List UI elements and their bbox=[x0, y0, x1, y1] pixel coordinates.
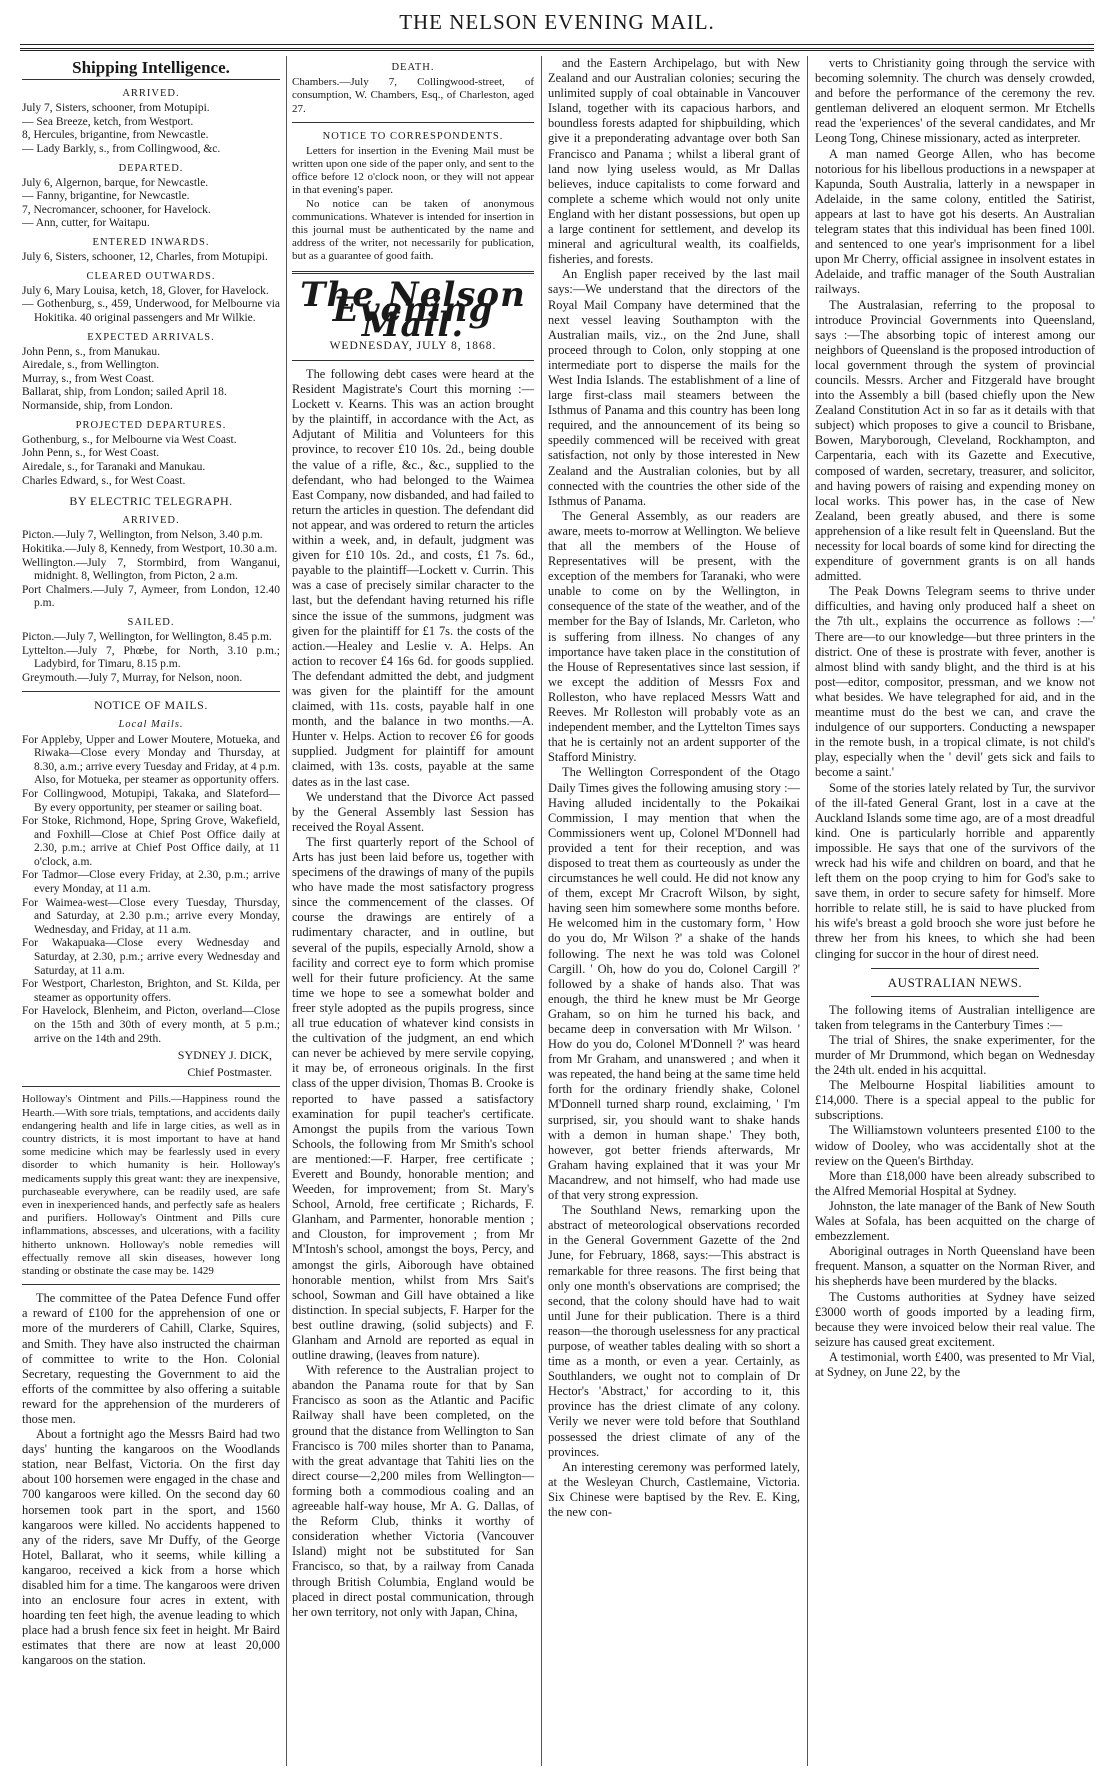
telegraph-title: BY ELECTRIC TELEGRAPH. bbox=[69, 494, 233, 509]
article-paragraph: An English paper received by the last mail says:—We understand that the directors of the Royal Mail Company have determined that the next vessel leaving Southampton with the Australian mails, viz., on the 2nd June, shall proceed through to Colon, only stopping at one intermediate port to disperse the mails for the West India Islands. The establishment of a line of large first-class mail steamers between the Isthmus of Panama and this country has been long required, and the announcement of its being so speedily commenced will be received with great satisfaction, not only by those interested in New Zealand and the Australian colonies, but by all connected with the countries the other side of the Isthmus of Panama. bbox=[548, 267, 800, 508]
list-item: Wellington.—July 7, Stormbird, from Wanganui, midnight. 8, Wellington, from Picton, 2 a.m. bbox=[22, 556, 280, 583]
section-rule bbox=[292, 271, 534, 274]
article-paragraph: The Australasian, referring to the proposal to introduce Provincial Governments into Queensland, says :—The absorbing topic of interest among our neighbors of Queensland is the proposed introduction of local government through the system of provincial councils. Messrs. Archer and Fitzgerald have brought into the Assembly a bill (based chiefly upon the New Zealand Constitution Act in so far as it details with that subject) which proposes to give a council to Brisbane, Bowen, Maryborough, Cleveland, Rockhampton, and Carpentaria, each with its Gazette and Executive, composed of warden, secretary, treasurer, and solicitor, and having powers of raising and expending money on local works. This power has, in the case of New Zealand, been greatly abused, and there is some apprehension of a like result felt in Queensland. But the necessity for local boards of some kind for directing the expenditure of government grants is on all hands admitted. bbox=[815, 297, 1095, 584]
list-item: 8, Hercules, brigantine, from Newcastle. bbox=[22, 129, 209, 142]
list-item: Hokitika.—July 8, Kennedy, from Westport, 10.30 a.m. bbox=[22, 542, 278, 555]
article-paragraph: The following debt cases were heard at the Resident Magistrate's Court this morning :—Lockett v. Kearns. This was an action brought by the plaintiff, in accordance with the Act, as Adjutant of Militia and Volunteers for this province, to recover £10 10s. 2d., being double the value of a rifle, &c., &c., supplied to the defendant, who had belonged to the Waimea East Company, now disbanded, and had failed to return the articles in question. The defendant did not appear, and was ordered to return the articles within a week, and, in default, judgment was given for £10 10s. 2d., and costs, £1 7s. 6d., payable to the plaintiff—Lockett v. Currin. This was a case of precisely similar character to the last, but the defendant having returned his rifle since the issue of the summons, judgment was given for the plaintiff for £1 7s. the costs of the action.—Healey and Leslie v. A. Helps. An action to recover £4 16s 6d. for goods supplied. The defendant admitted the debt, and judgment was given for the plaintiff for the amount claimed, with 11s. costs, payable half in one month, and the balance in two months.—A. Hunter v. Helps. Action to recover £6 for goods supplied. Judgment for plaintiff for amount claimed, with 13s. costs, payable at the same dates as in the last case. bbox=[292, 367, 534, 789]
col2-articles bbox=[292, 367, 534, 1620]
article-paragraph: An interesting ceremony was performed lately, at the Wesleyan Church, Castlemaine, Victoria. Six Chinese were baptised by the Rev. E. King, the new con- bbox=[548, 1459, 800, 1519]
departed-list bbox=[22, 177, 280, 231]
article-paragraph: and the Eastern Archipelago, but with New Zealand and our Australian colonies; securing the unlimited supply of coal obtainable in Vancouver Island, together with its capacious harbors, and boundless forests adapted for shipbuilding, which give it a preponderating advantage over both San Francisco and Panama ; whilst a liberal grant of land now lying useless would, as Mr Dallas believes, induce capitalists to come forward and complete a scheme which would not only unite England with her distant possessions, but open up a large continent for settlement, and develop its mineral and agricultural wealth, its coalfields, fisheries, and forests. bbox=[548, 56, 800, 267]
col1-articles bbox=[22, 1291, 280, 1668]
death-heading: DEATH. bbox=[391, 62, 435, 73]
postmaster-title: Chief Postmaster. bbox=[187, 1065, 272, 1080]
article-paragraph: The Peak Downs Telegram seems to thrive under difficulties, and having only produced half a sheet on the 7th ult., explains the occurrence as follows :—' There are—to our knowledge—but three printers in the district. One of these is prostrate with fever, another is almost blind with sandy blight, and the third is at his post—editor, compositor, pressman, and we know not what besides. We have telegraphed for aid, and in the meantime must do the best we can, and crave the indulgence of our supporters. Conducting a newspaper in the remote bush, in a tropical climate, is not child's play, especially when the ' devil' gets sick and fails to become a saint.' bbox=[815, 584, 1095, 780]
mails-title: NOTICE OF MAILS. bbox=[94, 698, 208, 713]
column-3 bbox=[548, 56, 800, 1766]
mails-subtitle: Local Mails. bbox=[118, 719, 184, 731]
list-item: Ballarat, ship, from London; sailed April 18. bbox=[22, 386, 227, 399]
article-paragraph: The first quarterly report of the School of Arts has just been laid before us, together with specimens of the drawings of many of the pupils who have made the most satisfactory progress since the commencement of the classes. Of course the drawings are entirely of a rudimentary character, and in outline, but several of the pupils, especially Arnold, show a facility and correct eye to form which promise well for their future proficiency. At the same time we hope to see a somewhat bolder and freer style adopted as the pupils progress, since all true education of whatever kind consists in the cultivation of the judgment, an end which can never be achieved by mere servile copying, it may be, of erroneous originals. In the first class of the upper division, Thomas B. Crooke is reported to have passed a satisfactory examination for pupil teacher's certificate. Amongst the pupils from the various Town Schools, the following from Mr Smith's school are mentioned:—F. Harper, free certificate ; Everett and Boundy, honorable mention; and Weeden, for improvement; from St. Mary's School, Arnold, free certificate ; Richards, F. Glanham, and Parmenter, honorable mention ; and Clouston, for improvement ; from Mr M'Intosh's school, amongst the boys, Percy, and amongst the girls, Aiborough have obtained honorable mention, whilst from Mrs Sait's school, Sowman and Gill have obtained a like distinction. In special subjects, F. Harper for the best outline drawing, (solid subjects) and F. Glanham and Arnold are reported as equal in outline drawing, (leaves from nature). bbox=[292, 834, 534, 1363]
article-paragraph: With reference to the Australian project to abandon the Panama route for that by San Francisco as soon as the Atlantic and Pacific Railway shall have been completed, on the ground that the distance from Wellington to San Francisco is 700 miles shorter than to Panama, with the great advantage that Tahiti lies on the direct course—2,200 miles from Wellington—forming both a commodious coaling and an agreeable half-way house, Mr A. G. Dallas, of the Reform Club, thinks it worthy of consideration whether Victoria (Vancouver Island) might not be substituted for San Francisco, so that, by a railway from Canada through British Columbia, England would be placed in direct postal communication, through her own territory, not only with Japan, China, bbox=[292, 1363, 534, 1619]
list-item: Normanside, ship, from London. bbox=[22, 400, 173, 413]
article-paragraph: More than £18,000 have been already subscribed to the Alfred Memorial Hospital at Sydney. bbox=[815, 1168, 1095, 1198]
article-paragraph: verts to Christianity going through the service with becoming solemnity. The church was densely crowded, and before the performance of the ceremony the rev. gentleman delivered an eloquent sermon. Mr Etchells read the 'experiences' of the several candidates, and Mr Leong Tong, Chinese missionary, acted as interpreter. bbox=[815, 56, 1095, 146]
list-item: 7, Necromancer, schooner, for Havelock. bbox=[22, 203, 211, 216]
arrived-heading: ARRIVED. bbox=[122, 88, 180, 100]
section-rule bbox=[22, 1086, 280, 1087]
column-1 bbox=[22, 56, 280, 1766]
projected-heading: PROJECTED DEPARTURES. bbox=[75, 419, 227, 431]
column-2 bbox=[292, 56, 534, 1766]
list-item: For Havelock, Blenheim, and Picton, overland—Close on the 15th and 30th of every month, at 5 p.m.; arrive on the 14th and 29th. bbox=[22, 1005, 280, 1045]
article-paragraph: The Melbourne Hospital liabilities amount to £14,000. There is a special appeal to the public for subscriptions. bbox=[815, 1078, 1095, 1123]
list-item: Airedale, s., from Wellington. bbox=[22, 359, 160, 372]
list-item: Lyttelton.—July 7, Phœbe, for North, 3.10 p.m.; Ladybird, for Timaru, 8.15 p.m. bbox=[22, 644, 280, 671]
section-rule bbox=[292, 122, 534, 123]
projected-list bbox=[22, 434, 280, 488]
masthead: THE NELSON EVENING MAIL. bbox=[399, 10, 715, 34]
departed-heading: DEPARTED. bbox=[118, 162, 184, 174]
article-paragraph: Letters for insertion in the Evening Mail must be written upon one side of the paper only, and sent to the office before 12 o'clock noon, or they will not appear in that evening's paper. bbox=[292, 144, 534, 197]
list-item: For Stoke, Richmond, Hope, Spring Grove, Wakefield, and Foxhill—Close at Chief Post Office daily at 2.30, p.m.; arrive at Chief Post Office daily, at 11 o'clock, a.m. bbox=[22, 815, 280, 868]
section-rule bbox=[22, 691, 280, 692]
section-rule bbox=[22, 1284, 280, 1285]
australian-news-items bbox=[815, 1003, 1095, 1380]
list-item: July 6, Algernon, barque, for Newcastle. bbox=[22, 176, 209, 189]
list-item: Murray, s., from West Coast. bbox=[22, 372, 155, 385]
article-paragraph: We understand that the Divorce Act passed by the General Assembly last Session has received the Royal Assent. bbox=[292, 789, 534, 834]
section-rule bbox=[871, 968, 1039, 969]
postmaster-name: SYDNEY J. DICK, bbox=[177, 1048, 272, 1063]
list-item: — Fanny, brigantine, for Newcastle. bbox=[22, 190, 190, 203]
arrived-list bbox=[22, 102, 280, 156]
list-item: July 7, Sisters, schooner, from Motupipi. bbox=[22, 102, 210, 115]
col3-articles bbox=[548, 56, 800, 1520]
list-item: Gothenburg, s., for Melbourne via West Coast. bbox=[22, 433, 237, 446]
cleared-heading: CLEARED OUTWARDS. bbox=[86, 270, 216, 282]
notice-text bbox=[292, 145, 534, 264]
list-item: For Wakapuaka—Close every Wednesday and Saturday, at 2.30, p.m.; arrive every Wednesday and Saturday, at 11 a.m. bbox=[22, 937, 280, 977]
australian-news-heading: AUSTRALIAN NEWS. bbox=[887, 974, 1023, 990]
article-paragraph: A testimonial, worth £400, was presented to Mr Vial, at Sydney, on June 22, by the bbox=[815, 1349, 1095, 1379]
column-divider bbox=[541, 56, 542, 1766]
list-item: Picton.—July 7, Wellington, for Wellington, 8.45 p.m. bbox=[22, 630, 272, 643]
shipping-title: Shipping Intelligence. bbox=[22, 60, 280, 80]
article-paragraph: The following items of Australian intelligence are taken from telegrams in the Canterbury Times :— bbox=[815, 1002, 1095, 1032]
article-paragraph: A man named George Allen, who has become notorious for his libellous productions in a newspaper at Kapunda, South Australia, latterly in a newspaper in Adelaide, in the same colony, entitled the Satirist, appears at last to have got his deserts. An Australian telegram states that this individual has been fined 100l. and sentenced to one year's imprisonment for a libel upon Mr Cherry, official assignee in insolvent estates in Adelaide, and traffic manager of the South Australian railways. bbox=[815, 146, 1095, 297]
telegraph-arrived-list bbox=[22, 529, 280, 611]
article-paragraph: The trial of Shires, the snake experimenter, for the murder of Mr Drummond, which began on Wednesday the 24th ult. ended in his acquittal. bbox=[815, 1032, 1095, 1078]
article-paragraph: The Customs authorities at Sydney have seized £3000 worth of goods imported by a leading firm, because they were invoiced below their real value. The seizure has caused great excitement. bbox=[815, 1289, 1095, 1349]
entered-list bbox=[22, 251, 280, 265]
article-paragraph: The committee of the Patea Defence Fund offer a reward of £100 for the apprehension of one or more of the murderers of Cahill, Clarke, Squires, and Smith. They have also instructed the chairman of committee to write to the Hon. Colonial Secretary, requesting the Government to aid the efforts of the committee by also offering a suitable reward for the apprehension of the murderers of those men. bbox=[22, 1291, 280, 1426]
holloway-advert bbox=[22, 1093, 280, 1278]
expected-list bbox=[22, 346, 280, 414]
column-divider bbox=[807, 56, 808, 1766]
header-rule bbox=[20, 44, 1094, 51]
telegraph-sailed-list bbox=[22, 631, 280, 685]
list-item: July 6, Mary Louisa, ketch, 18, Glover, for Havelock. bbox=[22, 284, 269, 297]
list-item: — Ann, cutter, for Waitapu. bbox=[22, 217, 150, 230]
list-item: Airedale, s., for Taranaki and Manukau. bbox=[22, 460, 206, 473]
entered-heading: ENTERED INWARDS. bbox=[92, 237, 210, 249]
article-paragraph: Aboriginal outrages in North Queensland have been frequent. Manson, a squatter on the Norman River, and his shepherds have been murdered by the blacks. bbox=[815, 1244, 1095, 1289]
holloway-text: Holloway's Ointment and Pills.—Happiness round the Hearth.—With sore trials, temptations, and accidents daily endangering health and life in large cities, as well as in country districts, it is most important to have at hand some medicine which may be fearlessly used in every disorder to which humanity is heir. Holloway's medicaments supply this great want: they are inexpensive, purchaseable everywhere, can be readily used, are safe even in inexperienced hands, and perfectly safe as healers and purifiers. Holloway's Ointment and Pills cure inflammations, abscesses, and ulcerations, with a facility hitherto unknown. Holloway's noble remedies will effectually remove all skin diseases, however long standing or obstinate the case may be. 1429 bbox=[22, 1093, 280, 1278]
section-rule bbox=[292, 360, 534, 361]
issue-date: WEDNESDAY, JULY 8, 1868. bbox=[329, 339, 497, 352]
list-item: For Waimea-west—Close every Tuesday, Thursday, and Saturday, at 2.30 p.m.; arrive every Monday, Wednesday, and Friday, at 11 a.m. bbox=[22, 896, 280, 936]
list-item: — Sea Breeze, ketch, from Westport. bbox=[22, 115, 194, 128]
column-4 bbox=[815, 56, 1095, 1766]
death-notice: Chambers.—July 7, Collingwood-street, of consumption, W. Chambers, Esq., of Charleston, aged 27. bbox=[292, 76, 534, 115]
list-item: John Penn, s., for West Coast. bbox=[22, 447, 160, 460]
list-item: For Westport, Charleston, Brighton, and St. Kilda, per steamer as opportunity offers. bbox=[22, 978, 280, 1004]
list-item: Charles Edward, s., for West Coast. bbox=[22, 474, 186, 487]
list-item: For Collingwood, Motupipi, Takaka, and Slateford—By every opportunity, per steamer or sailing boat. bbox=[22, 787, 280, 814]
list-item: — Gothenburg, s., 459, Underwood, for Melbourne via Hokitika. 40 original passengers and Mr Wilkie. bbox=[22, 298, 280, 324]
expected-heading: EXPECTED ARRIVALS. bbox=[87, 331, 215, 343]
list-item: John Penn, s., from Manukau. bbox=[22, 345, 160, 358]
article-paragraph: The Wellington Correspondent of the Otago Daily Times gives the following amusing story :—Having alluded incidentally to the Pokaikai Commission, I may mention that when the Commissioners went up, Colonel M'Donnell had provided a tent for their reception, and was disposed to treat them as courteously as under the circumstances he well could. He did not know any of them, except Mr Cracroft Wilson, by sight, having seen him somewhere some months before. He welcomed him in the customary form, ' How do you do, Mr Wilson ?' a shake of the hands following. The next he was told was Colonel Cargill. ' Oh, how do you do, Colonel Cargill ?' followed by a shake of hands also. That was enough, the third he knew must be Mr George Graham, so on him he turned his back, and became deep in conversation with Mr Wilson. ' How do you do, Colonel M'Donnell ?' was heard from Mr Graham, and unanswered ; and when it was repeated, the hand being at the same time held forth for the ordinary friendly shake, Colonel M'Donnell turned sharp round, exclaiming, ' I'm surprised, sir, you should want to shake hands with a demon in human shape.' They both, however, got better friends afterwards, Mr Graham having explained that it was your Mr Macandrew, and not himself, who had made use of that very strong expression. bbox=[548, 765, 800, 1203]
article-paragraph: Johnston, the late manager of the Bank of New South Wales at Sofala, has been acquitted on the charge of embezzlement. bbox=[815, 1198, 1095, 1244]
col4-articles bbox=[815, 56, 1095, 962]
notice-heading: NOTICE TO CORRESPONDENTS. bbox=[322, 130, 504, 142]
article-paragraph: About a fortnight ago the Messrs Baird had two days' hunting the kangaroos on the Woodlands station, near Belfast, Victoria. On the first day about 100 horsemen were engaged in the chase and 700 kangaroos were killed. On the second day 60 horsemen took part in the sport, and 1560 kangaroos were killed. No accidents happened to any of the riders, save Mr Duffy, of the George Hotel, Ballarat, who it seems, while killing a kangaroo, received a kick from a horse which disabled him for a time. The kangaroos were driven into an enclosure four acres in extent, with hoarding ten feet high, the avenue leading to which place had a brush fence six feet in height. Mr Baird estimates that there are now at least 20,000 kangaroos on the station. bbox=[22, 1427, 280, 1668]
telegraph-arrived-heading: ARRIVED. bbox=[122, 515, 180, 527]
list-item: Port Chalmers.—July 7, Aymeer, from London, 12.40 p.m. bbox=[22, 583, 280, 610]
list-item: For Tadmor—Close every Friday, at 2.30, p.m.; arrive every Monday, at 11 a.m. bbox=[22, 869, 280, 896]
column-divider bbox=[286, 56, 287, 1766]
telegraph-sailed-heading: SAILED. bbox=[127, 616, 175, 628]
article-paragraph: The Southland News, remarking upon the abstract of meteorological observations recorded in the General Government Gazette of the 2nd June, for February, 1868, says:—This abstract is remarkable for three reasons. The first being that only one month's observations are comprised; the second, that the colony should have had to wait until June for their publication. There is a third reason—the thorough uselessness for any practical purpose, of weather tables dealing with so short a time as a month, or even a year. Certainly, as Southlanders, we ought not to complain of Dr Hector's 'Abstract,' for according to it, this province has the driest climate of any colony. Verily we never were told before that Southland possessed the driest climate of any of the provinces. bbox=[548, 1203, 800, 1459]
article-paragraph: The General Assembly, as our readers are aware, meets to-morrow at Wellington. We believe that all the members of the House of Representatives will be present, with the exception of the members for Taranaki, who were unable to come on by the Wellington, in consequence of the state of the weather, and of the member for the Bay of Islands, Mr. Carleton, who is suffering from illness. No changes of any importance have taken place in the constitution of the House of Representatives since last session, if we except the addition of Messrs Fox and Rolleston, who have replaced Messrs Watt and Reeves. Mr Rolleston will probably vote as an independent member, and the Lyttelton Times says that he is certainly not an ardent supporter of the Stafford Ministry. bbox=[548, 508, 800, 765]
article-paragraph: Some of the stories lately related by Tur, the survivor of the ill-fated General Grant, lost in a cave at the Auckland Islands some time ago, are of a most dreadful kind. One is particularly horrible and apparently impossible. He says that one of the survivors of the wreck had his wife and children on board, and that he left them on the poop crying to him for God's sake to save them, in order to secure safety for himself. More horrible to relate still, he is said to have plucked from his wife's breast a gold brooch she wore just before he threw her from his knees, to which she had been clinging for succor in the hour of direst need. bbox=[815, 780, 1095, 961]
article-paragraph: No notice can be taken of anonymous communications. Whatever is intended for insertion in this journal must be authenticated by the name and address of the writer, not necessarily for publication, but as a guarantee of good faith. bbox=[292, 197, 534, 263]
cleared-list bbox=[22, 285, 280, 326]
list-item: — Lady Barkly, s., from Collingwood, &c. bbox=[22, 142, 221, 155]
mails-list bbox=[22, 734, 280, 1047]
article-paragraph: The Williamstown volunteers presented £100 to the widow of Dooley, who was accidentally shot at the review on the Queen's Birthday. bbox=[815, 1123, 1095, 1168]
list-item: July 6, Sisters, schooner, 12, Charles, from Motupipi. bbox=[22, 251, 268, 264]
section-rule bbox=[871, 996, 1039, 997]
paper-title: The Nelson Evening Mail. bbox=[300, 274, 526, 345]
list-item: Greymouth.—July 7, Murray, for Nelson, noon. bbox=[22, 671, 243, 684]
list-item: For Appleby, Upper and Lower Moutere, Motueka, and Riwaka—Close every Monday and Thursday, at 8.30, a.m.; arrive every Tuesday and Friday, at 4 p.m. Also, for Motueka, per steamer as opportunity offers. bbox=[22, 733, 280, 787]
list-item: Picton.—July 7, Wellington, from Nelson, 3.40 p.m. bbox=[22, 529, 263, 542]
